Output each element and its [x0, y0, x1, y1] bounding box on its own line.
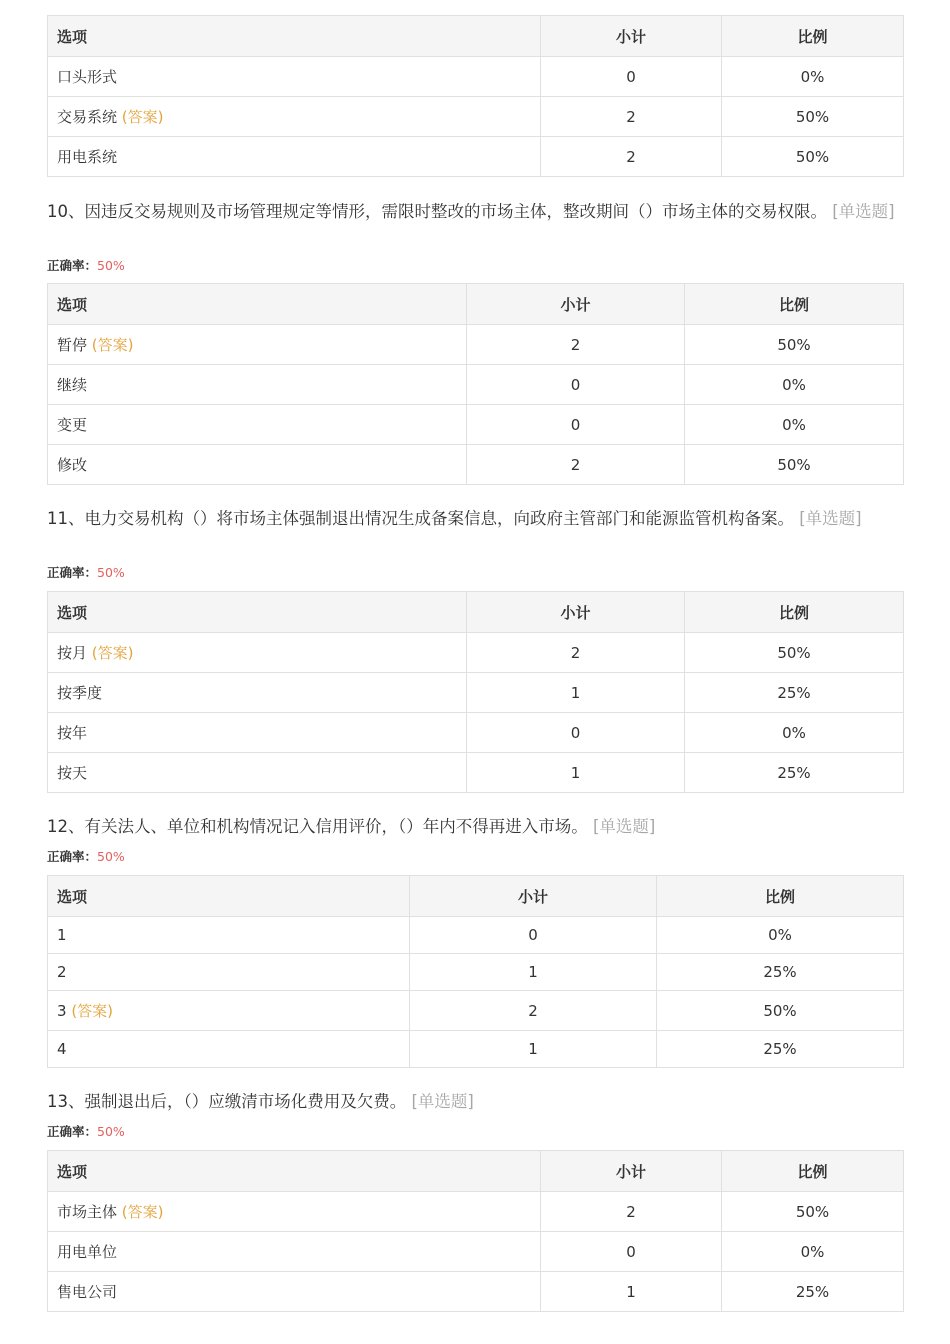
option-count: 2 — [410, 991, 657, 1031]
header-option: 选项 — [48, 16, 541, 57]
option-ratio: 50% — [722, 97, 904, 137]
table-row — [48, 991, 904, 1031]
header-option: 选项 — [48, 876, 410, 917]
question-11-title — [47, 506, 897, 531]
option-label: 2 — [57, 963, 67, 981]
question-type-tag: [单选题] — [411, 1092, 474, 1111]
header-option: 选项 — [48, 1151, 541, 1192]
option-count: 0 — [541, 1232, 722, 1272]
option-label: 按季度 — [57, 684, 103, 702]
question-text: 12、有关法人、单位和机构情况记入信用评价，（）年内不得再进入市场。 — [47, 817, 588, 836]
accuracy-value: 50% — [97, 565, 125, 580]
option-count: 1 — [467, 673, 685, 713]
header-ratio: 比例 — [722, 16, 904, 57]
question-12-title — [47, 814, 897, 839]
answer-tag: (答案) — [91, 644, 134, 662]
table-row — [48, 633, 904, 673]
question-type-tag: [单选题] — [593, 817, 656, 836]
header-ratio: 比例 — [685, 284, 904, 325]
table-row — [48, 713, 904, 753]
option-ratio: 50% — [722, 137, 904, 177]
result-table-q9 — [47, 15, 903, 177]
accuracy-label: 正确率： — [47, 849, 98, 864]
result-table-q10 — [47, 283, 903, 485]
question-text: 10、因违反交易规则及市场管理规定等情形，需限时整改的市场主体，整改期间（）市场主体的交易权限。 — [47, 202, 827, 221]
option-ratio: 0% — [722, 57, 904, 97]
accuracy-value: 50% — [97, 258, 125, 273]
option-count: 1 — [541, 1272, 722, 1312]
option-label: 用电系统 — [57, 148, 118, 166]
option-label: 用电单位 — [57, 1243, 118, 1261]
option-label: 市场主体 — [57, 1203, 118, 1221]
option-label: 口头形式 — [57, 68, 118, 86]
option-count: 2 — [541, 97, 722, 137]
option-label: 变更 — [57, 416, 88, 434]
accuracy-label: 正确率： — [47, 258, 98, 273]
option-count: 2 — [467, 325, 685, 365]
option-ratio: 50% — [657, 991, 904, 1031]
question-type-tag: [单选题] — [799, 509, 862, 528]
option-ratio: 50% — [722, 1192, 904, 1232]
option-ratio: 0% — [685, 405, 904, 445]
accuracy-line — [47, 1122, 125, 1140]
table-row — [48, 1031, 904, 1068]
option-ratio: 50% — [685, 633, 904, 673]
header-ratio: 比例 — [657, 876, 904, 917]
option-ratio: 25% — [657, 954, 904, 991]
option-count: 2 — [541, 137, 722, 177]
question-13-title — [47, 1089, 897, 1114]
table-row — [48, 137, 904, 177]
option-ratio: 25% — [685, 673, 904, 713]
header-option: 选项 — [48, 592, 467, 633]
option-ratio: 50% — [685, 445, 904, 485]
table-row — [48, 1232, 904, 1272]
option-count: 2 — [467, 445, 685, 485]
table-row — [48, 365, 904, 405]
result-table-q13 — [47, 1150, 903, 1312]
result-table-q11 — [47, 591, 903, 793]
answer-tag: (答案) — [121, 1203, 164, 1221]
accuracy-label: 正确率： — [47, 565, 98, 580]
accuracy-label: 正确率： — [47, 1124, 98, 1139]
header-count: 小计 — [467, 284, 685, 325]
header-count: 小计 — [467, 592, 685, 633]
option-label: 1 — [57, 926, 67, 944]
option-count: 0 — [467, 365, 685, 405]
option-label: 售电公司 — [57, 1283, 118, 1301]
table-row — [48, 917, 904, 954]
header-count: 小计 — [410, 876, 657, 917]
option-ratio: 25% — [685, 753, 904, 793]
option-count: 0 — [467, 713, 685, 753]
table-row — [48, 954, 904, 991]
table-row — [48, 57, 904, 97]
table-row — [48, 405, 904, 445]
option-ratio: 25% — [657, 1031, 904, 1068]
answer-tag: (答案) — [71, 1002, 114, 1020]
option-label: 4 — [57, 1040, 67, 1058]
header-count: 小计 — [541, 1151, 722, 1192]
header-option: 选项 — [48, 284, 467, 325]
option-count: 2 — [541, 1192, 722, 1232]
accuracy-line — [47, 847, 125, 865]
option-label: 按年 — [57, 724, 88, 742]
accuracy-value: 50% — [97, 849, 125, 864]
option-label: 3 — [57, 1002, 67, 1020]
table-row — [48, 445, 904, 485]
table-row — [48, 325, 904, 365]
header-count: 小计 — [541, 16, 722, 57]
option-count: 1 — [410, 1031, 657, 1068]
question-10-title — [47, 199, 897, 224]
option-ratio: 0% — [685, 365, 904, 405]
option-label: 按月 — [57, 644, 88, 662]
option-label: 修改 — [57, 456, 88, 474]
question-text: 13、强制退出后，（）应缴清市场化费用及欠费。 — [47, 1092, 407, 1111]
option-count: 1 — [467, 753, 685, 793]
accuracy-line — [47, 563, 125, 581]
header-ratio: 比例 — [722, 1151, 904, 1192]
table-row — [48, 1272, 904, 1312]
option-ratio: 0% — [657, 917, 904, 954]
option-label: 按天 — [57, 764, 88, 782]
table-row — [48, 673, 904, 713]
option-ratio: 0% — [685, 713, 904, 753]
option-count: 0 — [410, 917, 657, 954]
option-label: 暂停 — [57, 336, 88, 354]
question-text: 11、电力交易机构（）将市场主体强制退出情况生成备案信息，向政府主管部门和能源监管机构备案。 — [47, 509, 794, 528]
option-count: 1 — [410, 954, 657, 991]
answer-tag: (答案) — [121, 108, 164, 126]
table-row — [48, 753, 904, 793]
option-ratio: 0% — [722, 1232, 904, 1272]
table-row — [48, 1192, 904, 1232]
option-ratio: 25% — [722, 1272, 904, 1312]
header-ratio: 比例 — [685, 592, 904, 633]
option-ratio: 50% — [685, 325, 904, 365]
table-row — [48, 97, 904, 137]
option-label: 继续 — [57, 376, 88, 394]
accuracy-value: 50% — [97, 1124, 125, 1139]
result-table-q12 — [47, 875, 903, 1068]
accuracy-line — [47, 256, 125, 274]
option-count: 0 — [467, 405, 685, 445]
question-type-tag: [单选题] — [832, 202, 895, 221]
answer-tag: (答案) — [91, 336, 134, 354]
option-count: 0 — [541, 57, 722, 97]
option-label: 交易系统 — [57, 108, 118, 126]
option-count: 2 — [467, 633, 685, 673]
